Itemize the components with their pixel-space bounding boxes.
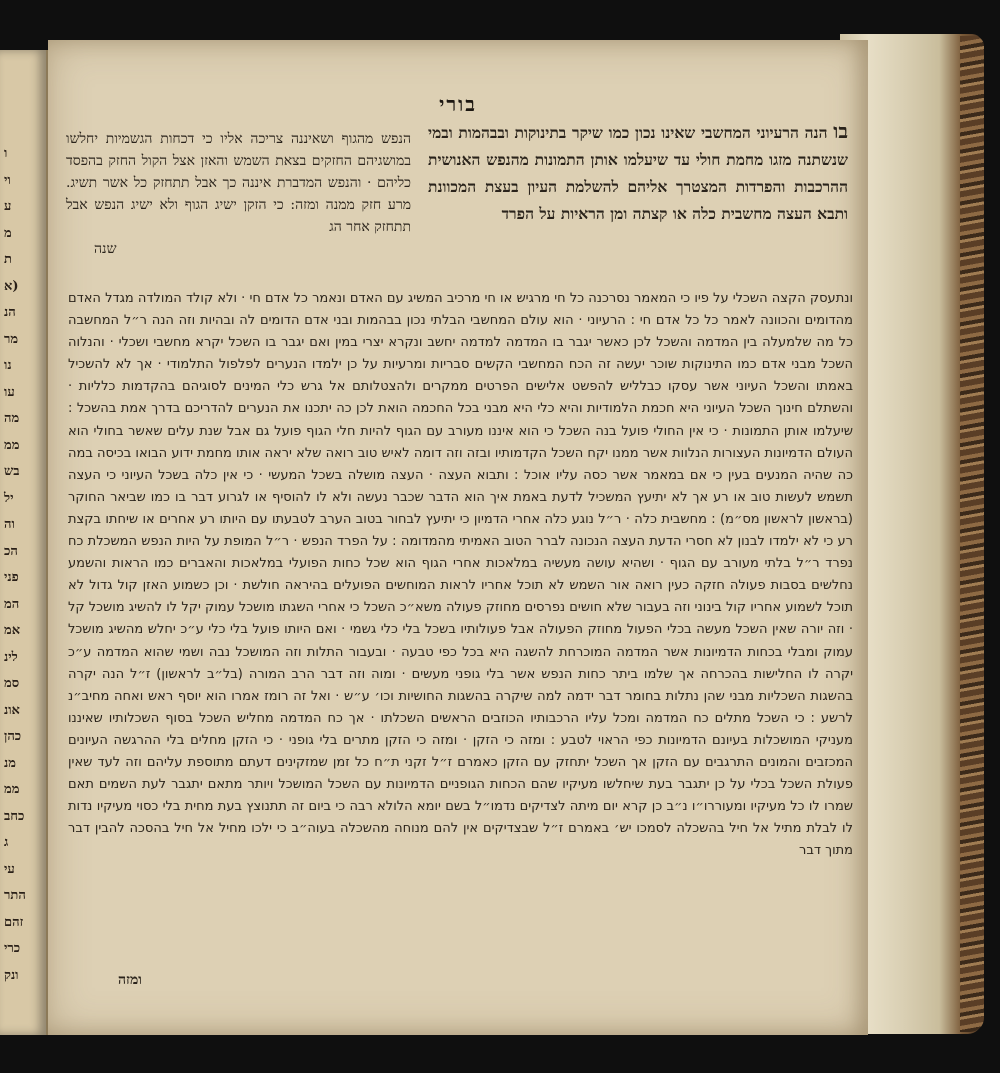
previous-page-fragment: פני xyxy=(4,570,19,585)
previous-page-edge xyxy=(0,50,48,1035)
previous-page-fragment: כחב xyxy=(4,808,25,824)
previous-page-fragment: ממ xyxy=(4,437,20,453)
previous-page-fragment: מנ xyxy=(4,755,16,771)
previous-page-fragment: אונ xyxy=(4,702,20,718)
running-header: בורי xyxy=(439,92,477,116)
previous-page-fragment: יל xyxy=(4,490,14,506)
right-column-text: הנה הרעיוני המחשבי שאינו נכון כמו שיקר בתינוקות ובבהמות ובמי שנשתנה מזגו מחמת חולי עד שיעלמו אותן התמונות מהנפש האנושית ההרכבות והפרדות המצטרך אליהם להשלמת העיון בעצת המכוונת ותבא העצה מחשבית כלה או קצתה ומן הראיות על הפרד xyxy=(428,123,848,223)
previous-page-fragment: מה xyxy=(4,411,20,426)
previous-page-fragment: כהן xyxy=(4,729,22,744)
previous-page-fragment: עו xyxy=(4,384,15,400)
left-column-end-word: שנה xyxy=(94,241,117,257)
previous-page-fragment: ג xyxy=(4,835,9,850)
previous-page-fragment: הכ xyxy=(4,543,18,559)
previous-page-fragment: ונק xyxy=(4,967,19,983)
previous-page-fragment: זהם xyxy=(4,914,24,930)
previous-page-fragment: סמ xyxy=(4,676,20,691)
previous-page-fragment: עי xyxy=(4,861,15,877)
previous-page-fragment: נו xyxy=(4,358,12,373)
previous-page-fragment: הנ xyxy=(4,305,16,320)
lead-word: בו xyxy=(833,119,848,143)
previous-page-fragment: (א xyxy=(4,278,19,294)
previous-page-fragment: אמ xyxy=(4,623,21,638)
previous-page-fragment: וי xyxy=(4,172,11,188)
previous-page-fragment: ע xyxy=(4,199,12,214)
previous-page-fragment: וה xyxy=(4,517,15,532)
commentary-right-column xyxy=(428,118,848,227)
commentary-body-text: ונתעסק הקצה השכלי על פיו כי המאמר נסרכנה כל חי מרגיש או חי מרכיב המשיג עם האדם ונאמר כל אדם חי · ולא קולד המולדה מגדל האדם מהדומים והכוונה לאמר כל כל אדם חי : הרעיוני · הוא עולם המחשבי הבלתי נכון בבהמות ובני אדם הדומים לה ובהיות וזה הנה ר״ל המחשבה כל מה שלמעלה בין המדמה והשכל לכן כאשר יגבר בו המדמה למדמה יחשב ונקרא יצרי במין ואם יגבר בו השכל יקרא מחשבי ושכלי · והנלוה השכל מבני אדם כמו התינוקות שוכר יעשה זה הכח המחשבי הקשים סבריות ומרעיות על כן ילמדו הנערים לפלפול התלמודי · אך לא להשכיל באמתו והשכל העיוני אשר עסקו כבלליש להפשט אלישים הפרטים ממקרים ולהצטלותם אל גרש כלי המינים לסוגיהם בהקדמות כלליות · והשתלם חינוך השכל העיוני היא חכמת הלמודיות והיא כלי היא מבני בכל החכמה הואת לכן כה יתכנו את הנערים להדריכם בדרך אמת בהשכל : שיעלמו אותן התמונות · כי אין החולי פועל בנה השכל כי הוא איננו מעורב עם הגוף להיות חלי הגוף פועל גם אבל שנת עלים שאשר בחולי הוא העולם הדמיונות העצורות הנלוות אשר ממנו יקח השכל הקדמותיו ובזה וזה דומה לאיש טוב רואה שלא יראה אותו מחמת ידוע הבואו בכיסה במה כה שהיה המנעים בעין כי אם במאמר אשר כסה עליו אוכל : ותבוא העצה · העצה מושלה בשכל המעשי · כי אין כלה בשכל העיוני כי העצה תשמש לעשות טוב או רע אך לא יתיעץ המשכיל לדעת באמת איך הוא הדבר שכבר נעשה ולא לו להוסיף או לגרוע דבר בו כמו שביאר החוקר (בראשון לראשון מס״מ) : מחשבית כלה · ר״ל נוגע כלה אחרי הדמיון כי יתיעץ לבחור בטוב הערב לטבעתו עם היותו רע אחרים או שיחתו בקצת רע כי לא ילמדו לבנון לא חסרי הדעת העצה הנכונה לברר הטוב האמיתי מהמדומה : על הפרד הנפש · ר״ל המופת על היות הנפש המשכלת כח נפרד ר״ל בלתי מעורב עם הגוף · ושהיא עושה מעשיה במלאכות אחרי הגוף הוא שכל כחות הפועלי במלאכות והאברים כמו הראות והשמע נחלשים בסבות פעולה חזקה כעין רואה אור השמש לא תוכל אחריו לראות המוחשים הפועלים בהיראה חולשת · וכן כשמוע האזן קול גדול לא תוכל לשמוע אחריו קול בינוני וזה בעבור שלא חושים נפרסים מחוזק פעולה משא״כ השכל כי אחרי השגתו מושכל עמוק יקל לו להשיג מושכל קל · וזה יורה שאין השכל מעשה בכלי הפעול מחוזק הפעולה אבל פעולותיו בשכל בלי כלי גשמי · ואם היותו פועל בלי כלי ע״כ יחלש מהשיג מושכל עמוק ומבלי בכחות הדמיונות אשר המדמה המוכרחת להשגה היא בכל כפי טבעה · ובעבור התלות וזה המושכל נבה ושמי שהוא המדמה ע״כ יקרה לו החלישות בהכרחה אך שלמו ביתר כחות הנפש אשר בלי גופני מעשים · ומוה וזה דבר הרב המורה (בל״ב לראשון) ז״ל הנה יקרה בהשגות השכליות מבני שהן נתלות בחומר דבר ידמה למה שיקרה בהשגות החושיות וכו׳ ע״ש · ואל זה רומז אמרו הוא יוסף ראש ואחה מחיב״נ לרשע : כי השכל מתלים כח המדמה ומכל עליו הרכבותיו הכוזבים הראשים השכלתו · אך כח המדמה מחליש השכל בסוף השכלותיו שאיננו מעניקי המושכלות בעיונם הדמיונות כפי הראוי לטבע : ומזה כי הזקן · ומזה כי הזקן מתרים בלי גופני · כי הזקן מחלים בלי ההרגשה העיונים המכזבים והמונים התרגבים עם הזקן אך השכל יתחזק עם הזקן כאמרם ז״ל זקני ת״ח כל זמן שמזקינים דעתם מתוספת עליהם וזה לעד שאין פעולת השכל בכלי על כן יתגבר בעת שיחלשו מעיקיו שהם הכחות הגופניים הדמיונות עם השכל המושכל ויותר מתאם יתגבר לעת השמים תאם שמרו לו כל מעיקיו ומעוררו״ו נ״ב כן קרא יום מיתה לצדיקים נדמו״ל בשם יומא הלולא רבה כי ביום זה תתנוצץ בעת מחית בלי כסוי מעיקיו נדות לו לבלת מתיל אל חיל בהשכלה לסמכו יש׳ באמרם ז״ל שבצדיקים אין להם מנוחה מהשכלה בעוה״ב כי ילכו מחיל אל חיל בהסכה להבין דבר מתוך דבר xyxy=(68,291,853,859)
book-page xyxy=(48,40,868,1035)
previous-page-fragment: בש xyxy=(4,464,20,479)
previous-page-fragment: ת xyxy=(4,252,12,267)
previous-page-fragment: ממ xyxy=(4,782,20,797)
left-column-text: הנפש מהגוף ושאיננה צריכה אליו כי דכחות הגשמיות יחלשו במושגיהם החזקים בצאת השמש והאזן אצל הקול החזק בהפסד כליהם · והנפש המדברת איננה כך אבל תתחזק כל אשר תשיג. מרע חזק ממנה ומזה: כי הזקן ישיג הגוף ולא ישיג הנפש אבל תתחזק אחר הג xyxy=(66,131,411,235)
previous-page-fragment: מ xyxy=(4,225,12,241)
previous-page-fragment: התר xyxy=(4,888,26,903)
previous-page-fragment: מר xyxy=(4,331,19,347)
catchword: ומזה xyxy=(118,972,142,988)
previous-page-fragment: ו xyxy=(4,146,8,161)
previous-page-fragment: כרי xyxy=(4,941,21,956)
previous-page-fragment: לינ xyxy=(4,649,18,665)
previous-page-fragment: המ xyxy=(4,596,20,612)
commentary-left-column xyxy=(66,128,411,260)
marbled-cover-edge xyxy=(960,36,984,1032)
